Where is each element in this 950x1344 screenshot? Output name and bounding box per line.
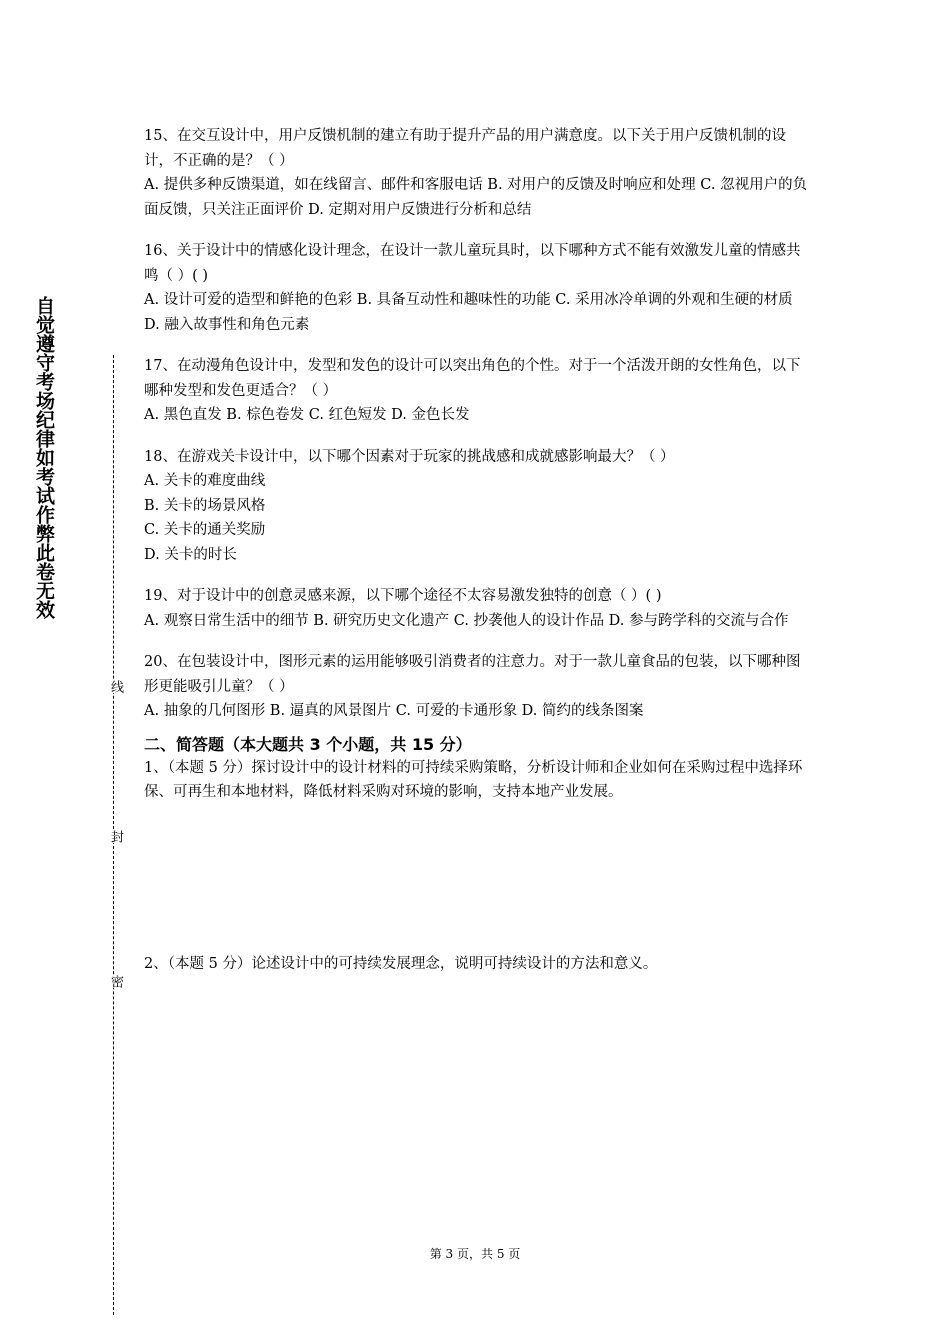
option-d: D. 关卡的时长 (144, 546, 237, 563)
seal-char-secret: 密 (105, 975, 123, 988)
question-18 (144, 445, 812, 568)
short-answer-1: 1、（本题 5 分）探讨设计中的设计材料的可持续采购策略，分析设计师和企业如何在采购过程中选择环保、可再生和本地材料，降低材料采购对环境的影响，支持本地产业发展。 (144, 759, 803, 800)
section-title: 二、简答题（本大题共 3 个小题，共 15 分） (144, 734, 472, 754)
short-answer-2: 2、（本题 5 分）论述设计中的可持续发展理念，说明可持续设计的方法和意义。 (144, 955, 658, 972)
page-number: 第 3 页，共 5 页 (429, 1247, 521, 1261)
exam-warning-text: 自觉遵守考场纪律如考试作弊此卷无效 (33, 296, 55, 619)
question-options: A. 黑色直发 B. 棕色卷发 C. 红色短发 D. 金色长发 (144, 407, 470, 423)
seal-char-seal: 封 (105, 830, 123, 843)
question-16 (144, 239, 812, 337)
question-20 (144, 650, 812, 724)
option-c: C. 关卡的通关奖励 (144, 522, 266, 538)
answer-space (144, 805, 812, 952)
question-stem: 20、在包装设计中，图形元素的运用能够吸引消费者的注意力。对于一款儿童食品的包装，以下哪种图形更能吸引儿童？（ ） (144, 654, 801, 695)
question-options: A. 抽象的几何图形 B. 逼真的风景图片 C. 可爱的卡通形象 D. 简约的线条图案 (144, 703, 644, 719)
question-17 (144, 354, 812, 428)
question-19 (144, 584, 812, 633)
question-stem: 16、关于设计中的情感化设计理念，在设计一款儿童玩具时，以下哪种方式不能有效激发儿童的情感共鸣（ ）( ) (144, 243, 801, 284)
seal-char-line: 线 (105, 680, 123, 693)
question-options: A. 观察日常生活中的细节 B. 研究历史文化遗产 C. 抄袭他人的设计作品 D. 参与跨学科的交流与合作 (144, 612, 789, 629)
option-b: B. 关卡的场景风格 (144, 497, 266, 514)
question-stem: 15、在交互设计中，用户反馈机制的建立有助于提升产品的用户满意度。以下关于用户反馈机制的设计，不正确的是？（ ） (144, 128, 786, 169)
question-stem: 18、在游戏关卡设计中，以下哪个因素对于玩家的挑战感和成就感影响最大？（ ） (144, 448, 675, 465)
option-a: A. 关卡的难度曲线 (144, 473, 266, 489)
question-options: A. 设计可爱的造型和鲜艳的色彩 B. 具备互动性和趣味性的功能 C. 采用冰冷单调的外观和生硬的材质 D. 融入故事性和角色元素 (144, 292, 793, 333)
question-15 (144, 124, 812, 222)
question-stem: 19、对于设计中的创意灵感来源，以下哪个途径不太容易激发独特的创意（ ）( ) (144, 588, 662, 604)
question-options: A. 提供多种反馈渠道，如在线留言、邮件和客服电话 B. 对用户的反馈及时响应和处理 C. 忽视用户的负面反馈，只关注正面评价 D. 定期对用户反馈进行分析和总结 (144, 177, 808, 218)
exam-content (144, 124, 812, 976)
question-stem: 17、在动漫角色设计中，发型和发色的设计可以突出角色的个性。对于一个活泼开朗的女性角色，以下哪种发型和发色更适合？（ ） (144, 358, 801, 399)
